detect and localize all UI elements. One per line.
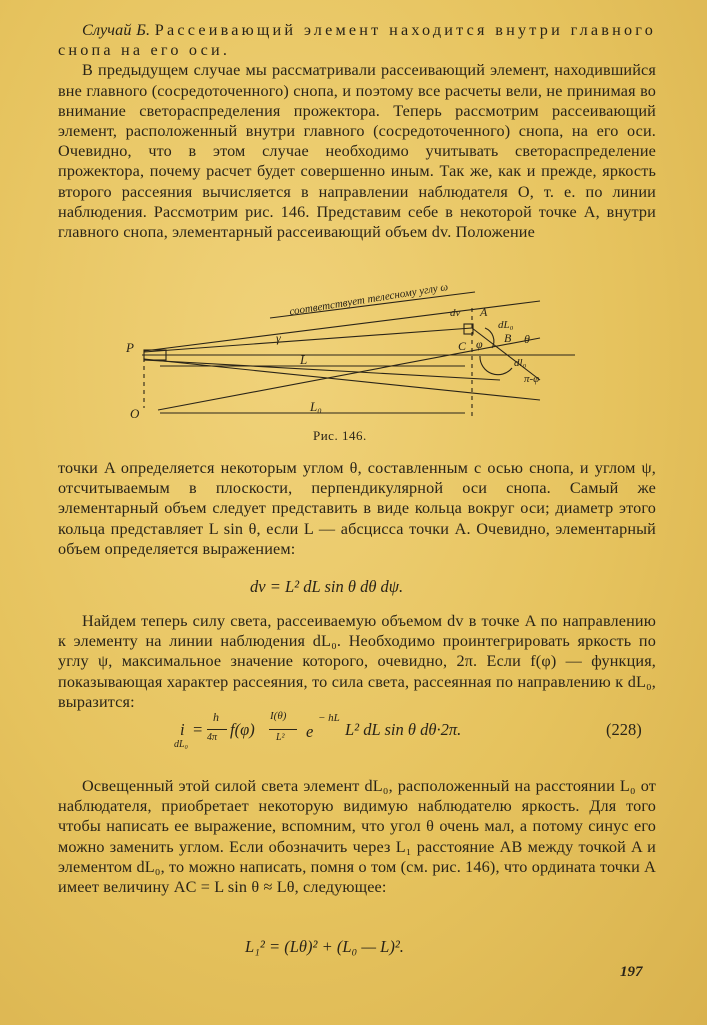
label-theta: θ: [524, 332, 530, 346]
label-phi: φ: [476, 337, 483, 351]
formula-dv: dv = L² dL sin θ dθ dψ.: [250, 577, 404, 596]
formula-exp-power: − hL: [318, 712, 340, 724]
fraction-bar-1: [207, 729, 227, 730]
line-p-to-a: [144, 328, 472, 352]
section-heading: [58, 20, 656, 60]
paragraph-3: Найдем теперь силу света, рассеиваемую объемом dv в точке A по направлению к элементу на линии наблюдения dL₀. Необходимо проинтегрировать яркость по углу ψ, максимальное значение которого, очевидно, 2π. Если f(φ) — функция, показывающая характер рассеяния, то сила света, рассеянная по направлению к dL₀, выразится:: [58, 612, 656, 711]
formula-equals: =: [192, 720, 204, 739]
formula-228: [174, 710, 520, 754]
text-block-4: [58, 776, 656, 897]
equation-number: (228): [606, 720, 642, 739]
figure-caption: Рис. 146.: [313, 428, 367, 443]
formula-four-pi: 4π: [207, 732, 218, 743]
text-block-top: [58, 20, 656, 242]
paragraph-4: Освещенный этой силой света элемент dL₀, расположенный на расстоянии L₀ от наблюдателя, приобретает некоторую видимую наблюдателю яркость. Для того чтобы написать ее выражение, вспомним, что угол θ очень мал, а потому синус его можно заменить углом. Если обозначить через L₁ расстояние AB между точкой A и элементом dL₀, то можно написать, помня о том (см. рис. 146), что ордината точки A имеет величину AC = L sin θ ≈ Lθ, следующее:: [58, 777, 656, 897]
observation-line: [158, 338, 540, 410]
page-number: 197: [620, 964, 643, 980]
figure-annotation: соответствует телесному углу ω: [288, 281, 449, 318]
figure-146: [120, 268, 580, 423]
formula-lhs: i: [180, 720, 185, 739]
label-c: C: [458, 339, 467, 353]
fraction-bar-2: [269, 729, 297, 730]
label-dv: dv: [450, 307, 461, 319]
label-pi-phi: π-φ: [524, 373, 540, 385]
text-block-2: [58, 458, 656, 559]
heading-label: Случай Б.: [82, 21, 151, 39]
label-dl0-lower: dl₀: [514, 357, 527, 369]
formula-h: h: [213, 710, 219, 724]
text-block-3: [58, 611, 656, 712]
heading-text: Рассеивающий элемент находится внутри главного снопа на его оси.: [58, 21, 657, 60]
arc-pi-phi: [480, 356, 512, 375]
formula-l1: L₁² = (Lθ)² + (L₀ — L)².: [245, 937, 404, 956]
beam-lower-edge: [144, 359, 540, 400]
label-p: P: [126, 340, 134, 355]
formula-f-phi: f(φ): [230, 720, 255, 739]
label-b: B: [504, 331, 512, 345]
label-dl0-upper: dL₀: [498, 319, 514, 331]
figure-146-diagram: [120, 268, 580, 423]
label-a: A: [480, 305, 488, 319]
label-gamma: γ: [276, 331, 281, 345]
arc-theta: [485, 328, 494, 348]
formula-tail: L² dL sin θ dθ·2π.: [345, 720, 462, 739]
formula-lhs-sub: dL₀: [174, 739, 189, 750]
paragraph-2: точки A определяется некоторым углом θ, составленным с осью снопа, и углом ψ, отсчитываемым в плоскости, перпендикулярной оси снопа. Самый же элементарный объем следует представить в виде кольца вокруг оси; диаметр этого кольца представляет L sin θ, если L — абсцисса точки A. Очевидно, элементарный объем определяется выражением:: [58, 459, 656, 558]
formula-i-theta: I(θ): [270, 710, 287, 722]
paragraph-1: В предыдущем случае мы рассматривали рассеивающий элемент, находившийся вне главного (сосредоточенного) снопа, и поэтому все расчеты вели, не принимая во внимание светораспределения прожектора. Теперь рассмотрим рассеивающий элемент, расположенный внутри главного (сосредоточенного) снопа, на его оси. Очевидно, что в этом случае необходимо учитывать светораспределение прожектора, почему расчет будет совершенно иным. Так же, как и прежде, яркость второго рассеяния вычисляется в направлении наблюдателя O, т. е. по линии наблюдения. Рассмотрим рис. 146. Представим себе в некоторой точке A, внутри главного снопа, элементарный рассеивающий объем dv. Положение: [58, 61, 656, 242]
formula-l2-denominator: L²: [276, 732, 285, 743]
label-l0: L₀: [310, 399, 322, 414]
formula-exp-base: e: [306, 722, 314, 741]
label-l: L: [300, 352, 308, 367]
label-o: O: [130, 406, 140, 421]
